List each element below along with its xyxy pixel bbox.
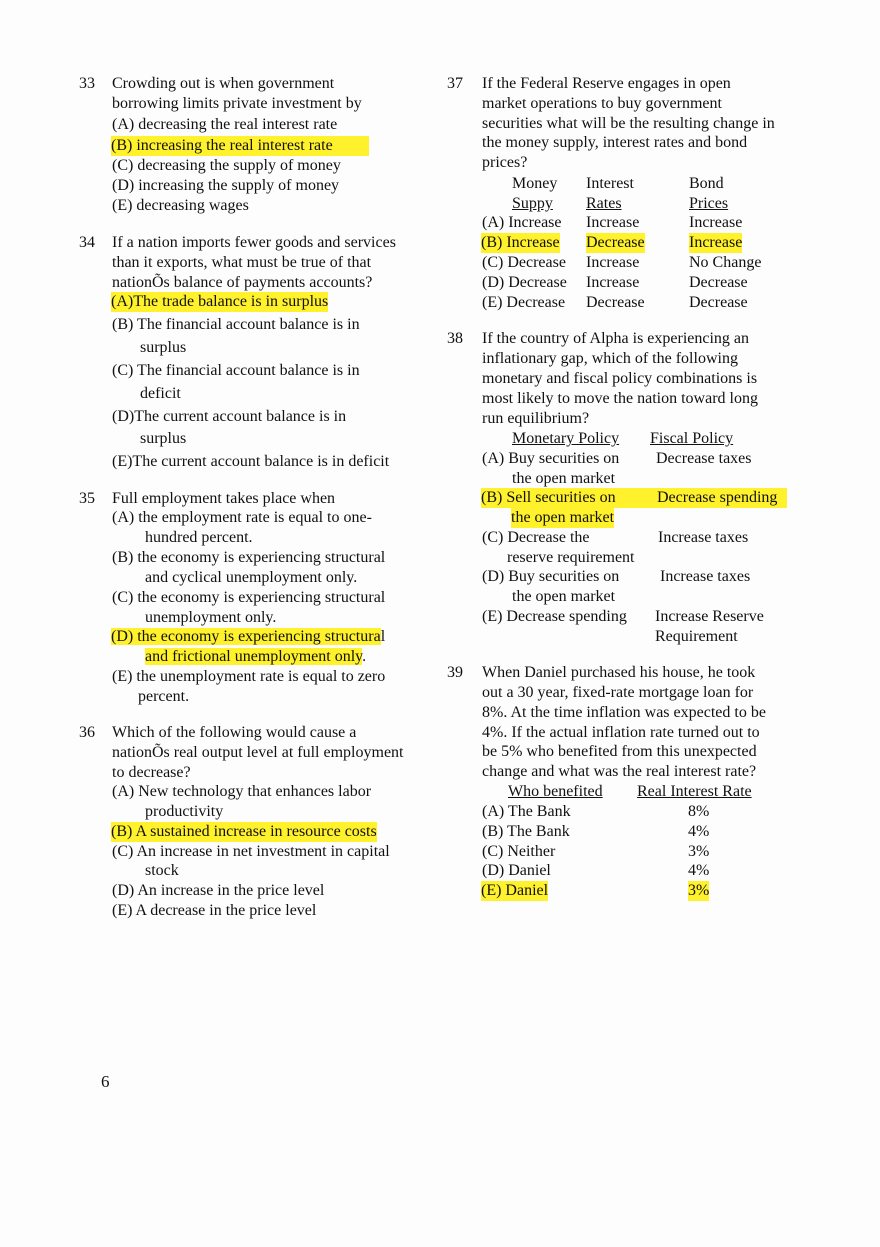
answer-option: (E) the unemployment rate is equal to zero (112, 668, 386, 685)
table-row-highlighted (481, 488, 787, 508)
question-stem: If the country of Alpha is experiencing an (482, 330, 750, 347)
page-number: 6 (101, 1072, 110, 1091)
table-header: Bond (689, 175, 724, 192)
answer-option: (B) The financial account balance is in (112, 316, 360, 333)
table-cell: (B) Sell securities on (481, 489, 616, 506)
table-cell-highlighted: Increase (689, 234, 743, 251)
table-header: Money (512, 175, 558, 192)
answer-option-continued: unemployment only. (145, 609, 277, 626)
question-stem: prices? (482, 154, 528, 171)
question-stem: inflationary gap, which of the following (482, 350, 738, 367)
question-stem: nationÕs real output level at full employment (112, 744, 404, 761)
table-header: Prices (689, 195, 729, 212)
answer-option: (C) decreasing the supply of money (112, 157, 341, 174)
table-header: Suppy (512, 195, 553, 212)
table-cell: (D) Decrease (482, 274, 567, 291)
question-stem: Which of the following would cause a (112, 724, 357, 741)
unhighlighted-tail: l (380, 628, 386, 645)
answer-option: (E) A decrease in the price level (112, 902, 317, 919)
question-stem: Full employment takes place when (112, 490, 336, 507)
question-stem: 4%. If the actual inflation rate turned out to (482, 724, 760, 741)
table-cell: (A) The Bank (482, 803, 571, 820)
answer-option-continued: stock (145, 862, 179, 879)
table-cell-highlighted: 3% (688, 882, 710, 899)
table-header: Who benefited (508, 783, 603, 800)
answer-option-continued: surplus (140, 339, 187, 356)
table-cell: the open market (512, 470, 616, 487)
question-stem: be 5% who benefited from this unexpected (482, 743, 757, 760)
table-cell: 8% (688, 803, 710, 820)
answer-option-continued: percent. (138, 688, 190, 705)
answer-option-continued (145, 647, 366, 667)
highlighted-text: (D) the economy is experiencing structura (111, 628, 381, 645)
question-stem: monetary and fiscal policy combinations is (482, 370, 758, 387)
question-stem: to decrease? (112, 764, 191, 781)
answer-option: (A) the employment rate is equal to one- (112, 509, 372, 526)
answer-option: (D) An increase in the price level (112, 882, 325, 899)
question-stem: run equilibrium? (482, 410, 590, 427)
table-cell: Increase Reserve (655, 608, 764, 625)
table-cell: Increase (689, 214, 743, 231)
table-cell: 4% (688, 823, 710, 840)
question-stem: most likely to move the nation toward long (482, 390, 758, 407)
unhighlighted-tail: . (362, 648, 367, 665)
question-stem: 8%. At the time inflation was expected to be (482, 704, 766, 721)
table-cell: 3% (688, 843, 710, 860)
question-number: 39 (447, 664, 463, 681)
answer-option: (C) the economy is experiencing structural (112, 589, 386, 606)
question-stem: securities what will be the resulting change in (482, 115, 775, 132)
question-number: 37 (447, 75, 463, 92)
question-stem: market operations to buy government (482, 95, 722, 112)
answer-option: (B) the economy is experiencing structural (112, 549, 386, 566)
table-cell: (C) Neither (482, 843, 556, 860)
table-cell: (D) Buy securities on (482, 568, 620, 585)
table-cell: Increase taxes (658, 529, 749, 546)
table-cell: Decrease spending (657, 489, 778, 506)
table-cell: Decrease (586, 294, 645, 311)
question-stem: borrowing limits private investment by (112, 95, 362, 112)
answer-option-continued: surplus (140, 430, 187, 447)
question-stem: Crowding out is when government (112, 75, 335, 92)
answer-option: (C) An increase in net investment in capital (112, 843, 390, 860)
answer-option: (E) decreasing wages (112, 197, 249, 214)
table-cell: (A) Buy securities on (482, 450, 620, 467)
table-header: Interest (586, 175, 634, 192)
table-header: Fiscal Policy (650, 430, 734, 447)
highlighted-text: and frictional unemployment only (145, 648, 363, 665)
answer-option: (D)The current account balance is in (112, 408, 347, 425)
table-cell-highlighted: Decrease (586, 234, 645, 251)
table-header: Monetary Policy (512, 430, 620, 447)
table-cell: the open market (512, 588, 616, 605)
question-stem: When Daniel purchased his house, he took (482, 664, 756, 681)
question-number: 36 (79, 724, 95, 741)
table-cell: (C) Decrease (482, 254, 566, 271)
table-cell-highlighted: (B) Increase (481, 234, 560, 251)
table-cell: (D) Daniel (482, 862, 551, 879)
question-stem: out a 30 year, fixed-rate mortgage loan for (482, 684, 754, 701)
question-stem: If the Federal Reserve engages in open (482, 75, 731, 92)
answer-option: (C) The financial account balance is in (112, 362, 360, 379)
table-cell: Requirement (655, 628, 738, 645)
table-cell: Increase (586, 254, 640, 271)
table-cell: (C) Decrease the (482, 529, 590, 546)
answer-option: (E)The current account balance is in deficit (112, 453, 390, 470)
table-cell-highlighted: (E) Daniel (481, 882, 549, 899)
table-cell: (E) Decrease spending (482, 608, 627, 625)
table-cell: reserve requirement (507, 549, 635, 566)
answer-option: (D) increasing the supply of money (112, 177, 340, 194)
table-cell-highlighted: the open market (511, 509, 615, 526)
answer-option-continued: and cyclical unemployment only. (145, 569, 358, 586)
answer-option-continued: deficit (140, 385, 181, 402)
table-cell: No Change (689, 254, 762, 271)
question-number: 34 (79, 234, 95, 251)
table-cell: (A) Increase (482, 214, 562, 231)
answer-option-highlighted: (B) increasing the real interest rate (111, 136, 369, 156)
table-cell: Decrease (689, 274, 748, 291)
table-cell: Increase (586, 274, 640, 291)
table-cell: Increase taxes (660, 568, 751, 585)
answer-option-continued: hundred percent. (145, 529, 253, 546)
answer-option: (A) decreasing the real interest rate (112, 116, 338, 133)
question-stem: nationÕs balance of payments accounts? (112, 274, 373, 291)
table-header: Real Interest Rate (637, 783, 752, 800)
table-header: Rates (586, 195, 622, 212)
answer-option-highlighted: (A)The trade balance is in surplus (111, 293, 329, 310)
table-cell: (E) Decrease (482, 294, 566, 311)
question-stem: If a nation imports fewer goods and services (112, 234, 396, 251)
question-stem: than it exports, what must be true of that (112, 254, 372, 271)
table-cell: 4% (688, 862, 710, 879)
answer-option: (A) New technology that enhances labor (112, 783, 372, 800)
table-cell: Increase (586, 214, 640, 231)
table-cell: Decrease (689, 294, 748, 311)
answer-option-continued: productivity (145, 803, 224, 820)
table-cell: (B) The Bank (482, 823, 570, 840)
question-number: 33 (79, 75, 95, 92)
answer-option-highlighted (111, 627, 385, 647)
question-number: 35 (79, 490, 95, 507)
question-number: 38 (447, 330, 463, 347)
question-stem: change and what was the real interest rate? (482, 763, 757, 780)
answer-option-highlighted: (B) A sustained increase in resource costs (111, 823, 377, 840)
table-cell: Decrease taxes (656, 450, 752, 467)
question-stem: the money supply, interest rates and bond (482, 134, 748, 151)
